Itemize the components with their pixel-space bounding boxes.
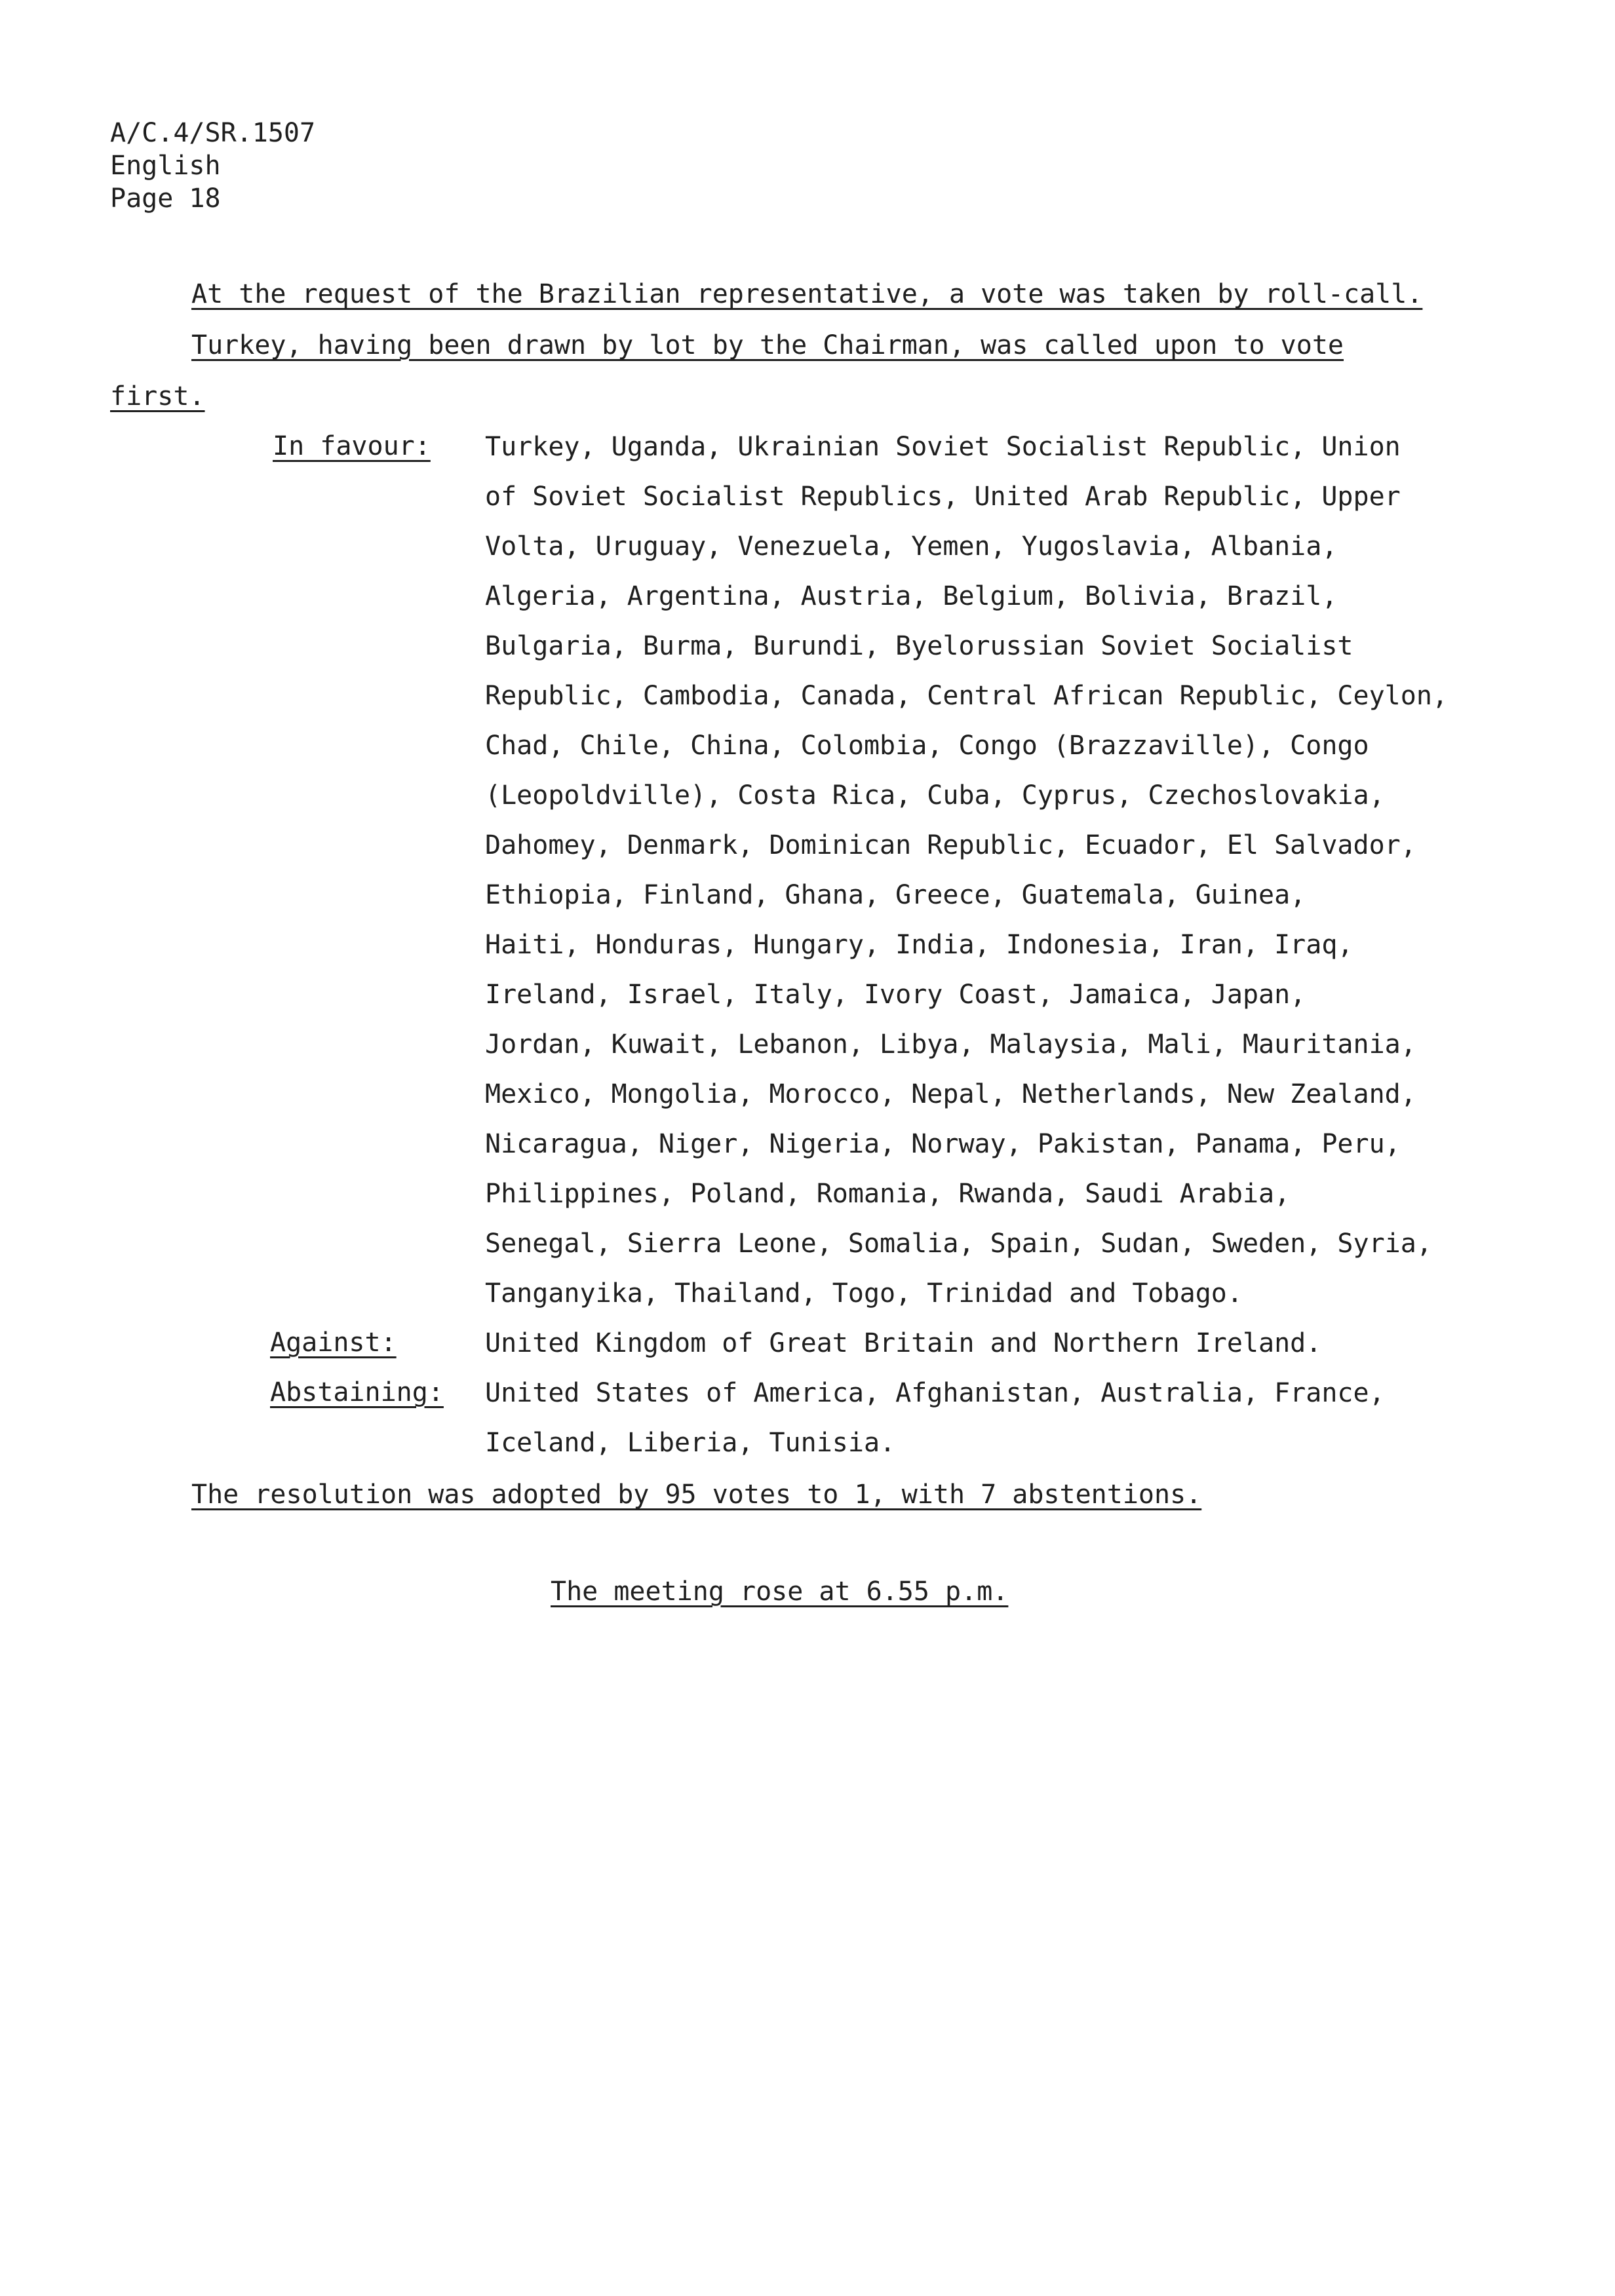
in-favour-line: Volta, Uruguay, Venezuela, Yemen, Yugoslavia, Albania,	[485, 531, 1338, 562]
in-favour-line: (Leopoldville), Costa Rica, Cuba, Cyprus, Czechoslovakia,	[485, 780, 1385, 811]
intro-line-1: At the request of the Brazilian representative, a vote was taken by roll-call.	[191, 279, 1423, 309]
in-favour-list	[485, 422, 1508, 1468]
against-line: United Kingdom of Great Britain and Northern Ireland.	[485, 1328, 1322, 1358]
abstaining-line: United States of America, Afghanistan, Australia, France,	[485, 1378, 1385, 1408]
in-favour-line: of Soviet Socialist Republics, United Arab Republic, Upper	[485, 482, 1401, 512]
in-favour-line: Nicaragua, Niger, Nigeria, Norway, Pakistan, Panama, Peru,	[485, 1129, 1401, 1159]
in-favour-line: Mexico, Mongolia, Morocco, Nepal, Netherlands, New Zealand,	[485, 1079, 1416, 1109]
in-favour-line: Haiti, Honduras, Hungary, India, Indonesia, Iran, Iraq,	[485, 930, 1353, 960]
in-favour-line: Jordan, Kuwait, Lebanon, Libya, Malaysia, Mali, Mauritania,	[485, 1029, 1416, 1060]
abstaining-label: Abstaining:	[270, 1377, 444, 1407]
in-favour-line: Bulgaria, Burma, Burundi, Byelorussian Soviet Socialist	[485, 631, 1353, 661]
meeting-closing: The meeting rose at 6.55 p.m.	[551, 1577, 1009, 1607]
in-favour-line: Philippines, Poland, Romania, Rwanda, Saudi Arabia,	[485, 1179, 1291, 1209]
document-language: English	[110, 151, 221, 181]
in-favour-line: Senegal, Sierra Leone, Somalia, Spain, Sudan, Sweden, Syria,	[485, 1229, 1432, 1259]
in-favour-label: In favour:	[273, 431, 431, 461]
in-favour-line: Tanganyika, Thailand, Togo, Trinidad and Tobago.	[485, 1278, 1243, 1309]
in-favour-line: Turkey, Uganda, Ukrainian Soviet Socialist Republic, Union	[485, 432, 1401, 462]
in-favour-line: Ireland, Israel, Italy, Ivory Coast, Jamaica, Japan,	[485, 980, 1306, 1010]
resolution-result: The resolution was adopted by 95 votes to 1, with 7 abstentions.	[191, 1480, 1202, 1510]
in-favour-line: Dahomey, Denmark, Dominican Republic, Ecuador, El Salvador,	[485, 830, 1416, 860]
intro-line-3: first.	[110, 381, 205, 411]
abstaining-line: Iceland, Liberia, Tunisia.	[485, 1428, 896, 1458]
document-header	[110, 117, 315, 215]
document-symbol: A/C.4/SR.1507	[110, 118, 316, 148]
in-favour-line: Chad, Chile, China, Colombia, Congo (Brazzaville), Congo	[485, 731, 1369, 761]
in-favour-line: Ethiopia, Finland, Ghana, Greece, Guatemala, Guinea,	[485, 880, 1306, 910]
intro-line-2: Turkey, having been drawn by lot by the Chairman, was called upon to vote	[191, 330, 1344, 360]
page-number: Page 18	[110, 183, 221, 214]
against-label: Against:	[270, 1328, 397, 1358]
in-favour-line: Algeria, Argentina, Austria, Belgium, Bolivia, Brazil,	[485, 581, 1338, 611]
in-favour-line: Republic, Cambodia, Canada, Central African Republic, Ceylon,	[485, 681, 1449, 711]
